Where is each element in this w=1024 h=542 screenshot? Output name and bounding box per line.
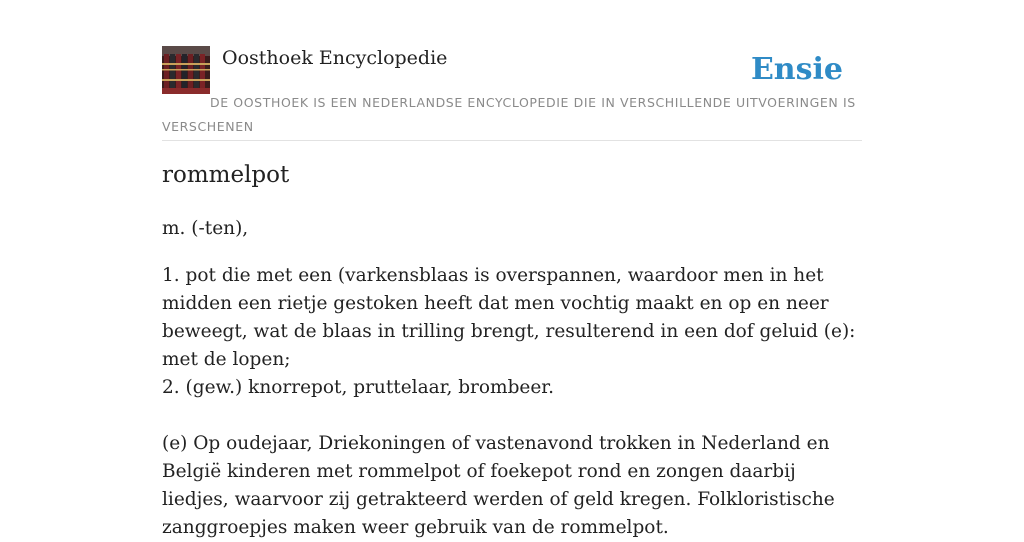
entry-definition-1: 1. pot die met een (varkensblaas is overspannen, waardoor men in het midden een rietje gestoken heeft dat men vochtig maakt en op en neer beweegt, wat de blaas in trilling brengt, resulterend in een dof geluid (e): met de lopen; <box>162 265 856 370</box>
paragraph-gap <box>162 402 862 430</box>
site-title[interactable]: Oosthoek Encyclopedie <box>222 47 448 69</box>
brand-logo-link[interactable]: Ensie <box>750 52 843 87</box>
entry-definition-2: 2. (gew.) knorrepot, pruttelaar, brombeer. <box>162 377 554 398</box>
entry-body <box>162 215 862 542</box>
encyclopedia-books-icon[interactable] <box>162 46 210 94</box>
entry-grammar: m. (-ten), <box>162 218 249 239</box>
entry-note: (e) Op oudejaar, Driekoningen of vastenavond trokken in Nederland en België kinderen met rommelpot of foekepot rond en zongen daarbij liedjes, waarvoor zij getrakteerd werden of geld kregen. Folkloristische zanggroepjes maken weer gebruik van de rommelpot. <box>162 433 835 538</box>
site-tagline: DE OOSTHOEK IS EEN NEDERLANDSE ENCYCLOPEDIE DIE IN VERSCHILLENDE UITVOERINGEN IS VERSCHENEN <box>162 95 856 134</box>
site-header <box>162 46 862 141</box>
entry-title: rommelpot <box>162 162 290 188</box>
